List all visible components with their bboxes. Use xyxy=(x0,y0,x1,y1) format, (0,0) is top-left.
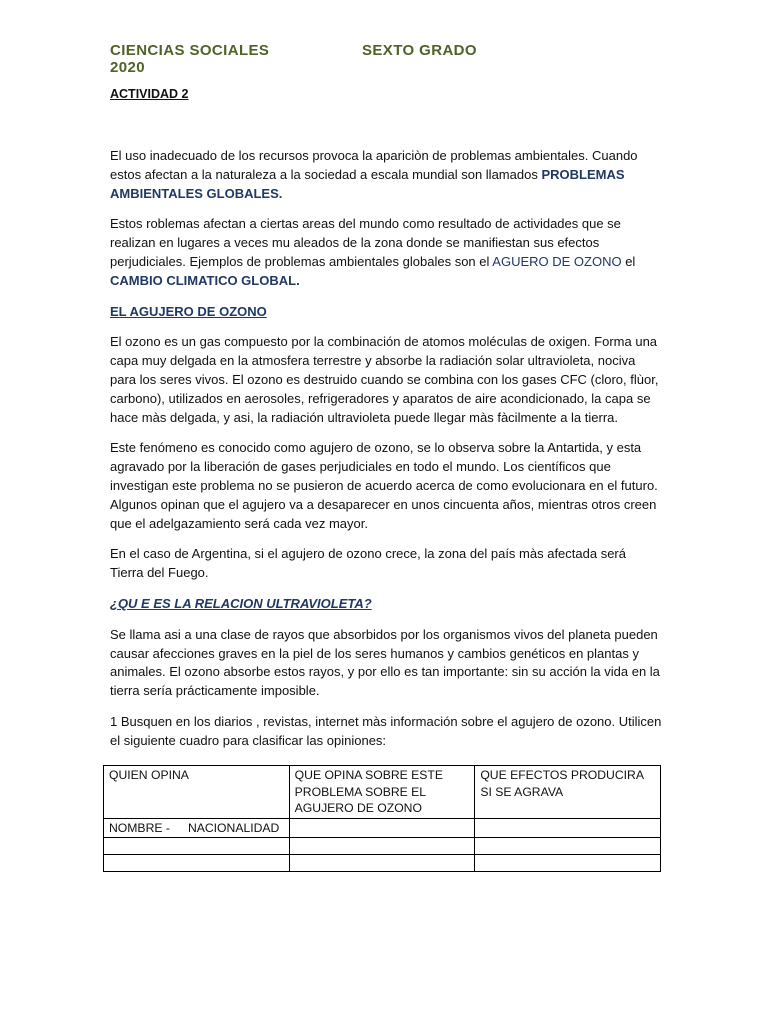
section-title-ozone-hole: EL AGUJERO DE OZONO xyxy=(110,303,267,319)
document-header xyxy=(110,42,670,76)
table-row xyxy=(104,855,661,872)
table-row xyxy=(104,818,661,838)
grade-title: SEXTO GRADO xyxy=(362,42,477,59)
table-cell[interactable] xyxy=(104,838,290,855)
document-body xyxy=(110,147,662,763)
nombre-label: NOMBRE - xyxy=(109,820,170,835)
section-title-ultraviolet-wrap xyxy=(110,595,662,614)
paragraph-intro-text: El uso inadecuado de los recursos provoca la apariciòn de problemas ambientales. Cuando estos afectan a la naturaleza a la sociedad a escala mundial son llamados xyxy=(110,148,638,182)
table-header-cell: QUIEN OPINA xyxy=(104,766,290,819)
activity-title: ACTIVIDAD 2 xyxy=(110,87,189,101)
table-cell[interactable] xyxy=(475,855,661,872)
table-row xyxy=(104,838,661,855)
table-cell[interactable] xyxy=(289,818,475,838)
paragraph-argentina: En el caso de Argentina, si el agujero de ozono crece, la zona del país màs afectada será Tierra del Fuego. xyxy=(110,546,626,581)
paragraph-ultraviolet: Se llama asi a una clase de rayos que absorbidos por los organismos vivos del planeta pueden causar afecciones graves en la piel de los seres humanos y cambios genéticos en plantas y animales. El ozono absorbe estos rayos, y por ello es tan importante: sin su acción la vida en la tierra sería prácticamente imposible. xyxy=(110,626,660,699)
paragraph-intro xyxy=(110,147,662,203)
paragraph-effects-text: Estos roblemas afectan a ciertas areas del mundo como resultado de actividades que se realizan en lugares a veces mu aleados de la zona donde se manifiestan sus efectos perjudiciales. Ejemplos de problemas ambientales globales son el xyxy=(110,216,621,269)
subject-title: CIENCIAS SOCIALES xyxy=(110,42,270,59)
highlight-climate-change: CAMBIO CLIMATICO GLOBAL. xyxy=(110,272,300,288)
table-cell[interactable] xyxy=(289,838,475,855)
paragraph-effects-connector: el xyxy=(621,253,636,269)
table-cell[interactable] xyxy=(104,818,290,838)
table-cell[interactable] xyxy=(475,838,661,855)
table-header-cell: QUE OPINA SOBRE ESTE PROBLEMA SOBRE EL AGUJERO DE OZONO xyxy=(289,766,475,819)
paragraph-effects xyxy=(110,215,662,290)
highlight-global-problems: PROBLEMAS AMBIENTALES GLOBALES. xyxy=(110,166,625,201)
table-cell[interactable] xyxy=(104,855,290,872)
paragraph-instructions: 1 Busquen en los diarios , revistas, internet màs información sobre el agujero de ozono. Utilicen el siguiente cuadro para clasificar las opiniones: xyxy=(110,713,662,748)
table-header-cell: QUE EFECTOS PRODUCIRA SI SE AGRAVA xyxy=(475,766,661,819)
section-title-ultraviolet: ¿QU E ES LA RELACION ULTRAVIOLETA? xyxy=(110,595,372,611)
highlight-ozone-hole: AGUERO DE OZONO xyxy=(492,253,622,269)
header-line xyxy=(110,42,670,59)
paragraph-ozone: El ozono es un gas compuesto por la combinación de atomos moléculas de oxigen. Forma una capa muy delgada en la atmosfera terrestre y absorbe la radiación solar ultravioleta, nociva para los seres vivos. El ozono es destruido cuando se combina con los gases CFC (cloro, flùor, carbono), utilizados en aerosoles, refrigeradores y aparatos de aire acondicionado, la capa se hace màs delgada, y asi, la radiación ultravioleta puede llegar màs fàcilmente a la tierra. xyxy=(110,334,659,425)
year-title: 2020 xyxy=(110,59,145,76)
table-cell[interactable] xyxy=(289,855,475,872)
nacionalidad-label: NACIONALIDAD xyxy=(187,820,280,835)
table-header-row xyxy=(104,766,661,819)
paragraph-phenomenon: Este fenómeno es conocido como agujero de ozono, se lo observa sobre la Antartida, y esta agravado por la liberación de gases perjudiciales en todo el mundo. Los científicos que investigan este problema no se pusieron de acuerdo acerca de como evolucionara en el futuro. Algunos opinan que el agujero va a desaparecer en unos cincuenta años, mientras otros creen que el adelgazamiento será cada vez mayor. xyxy=(110,440,658,531)
table-cell[interactable] xyxy=(475,818,661,838)
opinions-table xyxy=(103,765,661,872)
